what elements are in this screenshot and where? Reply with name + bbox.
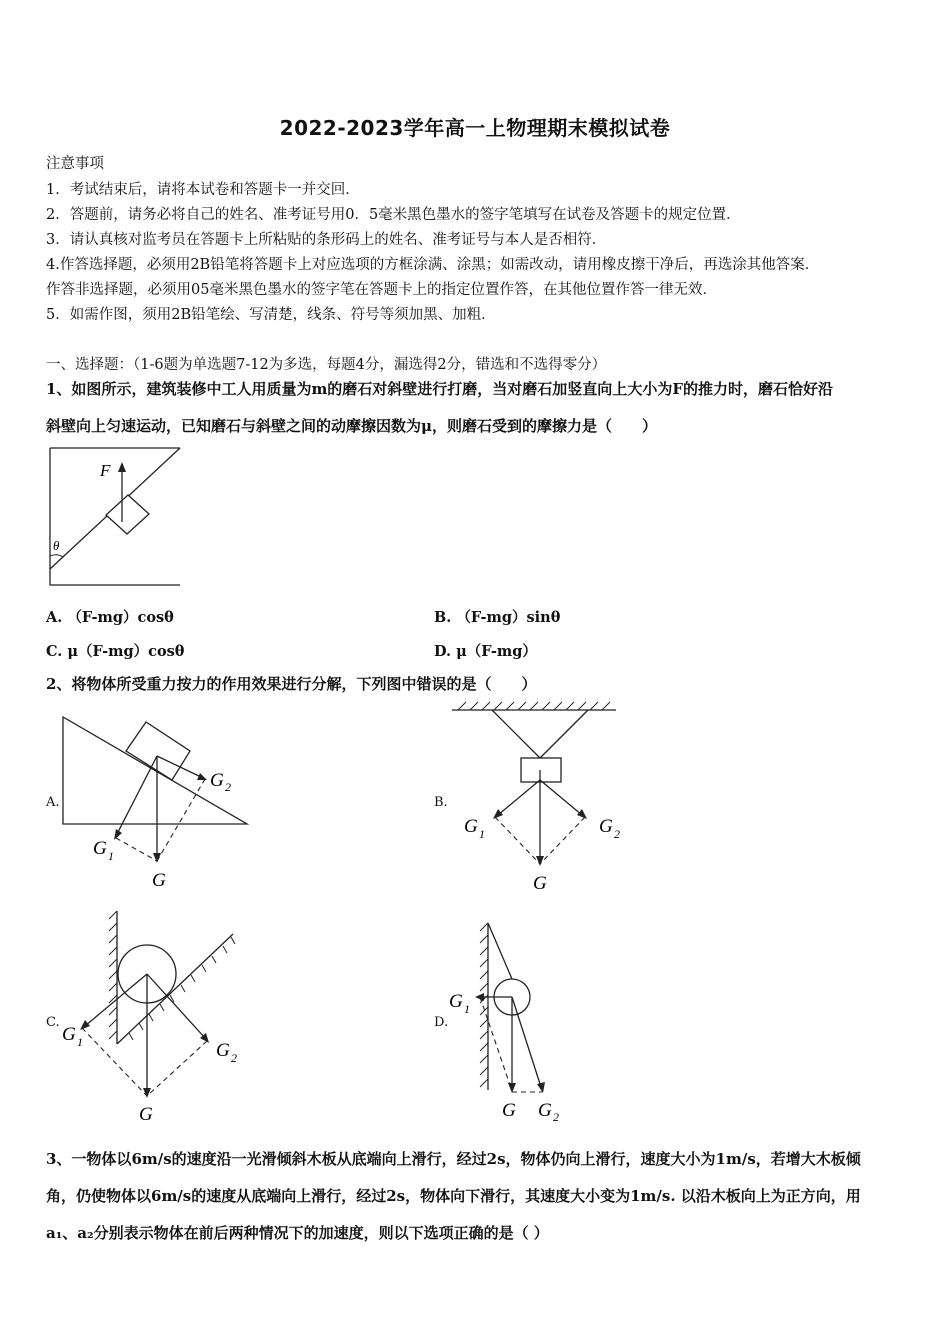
page-title: 2022-2023学年高一上物理期末模拟试卷 [279, 116, 671, 140]
q2-stem: 2、将物体所受重力按力的作用效果进行分解，下列图中错误的是（ ） [46, 675, 537, 693]
force-label: F [100, 461, 111, 480]
q2-figure-a [60, 714, 260, 894]
section-heading: 一、选择题：（1-6题为单选题7-12为多选，每题4分，漏选得2分，错选和不选得零分） [46, 357, 607, 373]
svg-text:G: G [502, 1100, 516, 1121]
q2-option-d-label[interactable]: D. [434, 1015, 449, 1030]
q1-option-c[interactable]: C. μ（F-mg）cosθ [46, 643, 185, 660]
q1-incline-figure [46, 446, 186, 591]
svg-text:2: 2 [553, 1110, 559, 1124]
notice-item: 5．如需作图，须用2B铅笔绘、写清楚，线条、符号等须加黑、加粗． [46, 307, 496, 323]
notice-item: 4.作答选择题，必须用2B铅笔将答题卡上对应选项的方框涂满、涂黑；如需改动，请用橡皮擦干净后，再选涂其他答案． [46, 257, 820, 273]
q2-figure-d [446, 915, 586, 1125]
q2-figure-b [450, 700, 630, 895]
svg-text:G: G [210, 770, 224, 791]
svg-text:G: G [216, 1040, 230, 1061]
q2-figure-c [58, 906, 258, 1126]
svg-text:G: G [533, 873, 547, 894]
q2-option-b-label[interactable]: B. [434, 795, 448, 810]
q1-stem-line2: 斜壁向上匀速运动，已知磨石与斜壁之间的动摩擦因数为μ，则磨石受到的摩擦力是（ ） [46, 417, 657, 435]
svg-text:2: 2 [231, 1051, 237, 1065]
svg-text:G: G [93, 838, 107, 859]
notice-item: 2．答题前，请务必将自己的姓名、准考证号用0．5毫米黑色墨水的签字笔填写在试卷及答题卡的规定位置． [46, 207, 741, 223]
svg-text:G: G [449, 991, 463, 1012]
q1-option-b[interactable]: B. （F-mg）sinθ [434, 609, 561, 626]
q1-option-d[interactable]: D. μ（F-mg） [434, 643, 537, 660]
svg-text:1: 1 [108, 849, 114, 863]
notice-item: 3．请认真核对监考员在答题卡上所粘贴的条形码上的姓名、准考证号与本人是否相符． [46, 232, 607, 248]
q1-option-a[interactable]: A. （F-mg）cosθ [46, 609, 174, 626]
svg-text:G: G [464, 816, 478, 837]
svg-text:1: 1 [479, 827, 485, 841]
svg-text:G: G [152, 870, 166, 891]
notice-item: 作答非选择题，必须用05毫米黑色墨水的签字笔在答题卡上的指定位置作答，在其他位置作答一律无效． [46, 282, 717, 298]
q3-stem-line1: 3、一物体以6m/s的速度沿一光滑倾斜木板从底端向上滑行，经过2s，物体仍向上滑行，速度大小为1m/s，若增大木板倾 [46, 1150, 861, 1168]
svg-text:G: G [599, 816, 613, 837]
notice-heading: 注意事项 [46, 156, 104, 172]
q2-option-a-label[interactable]: A. [46, 795, 60, 810]
notice-item: 1．考试结束后，请将本试卷和答题卡一并交回． [46, 182, 360, 198]
q2-option-c-label[interactable]: C. [46, 1015, 60, 1030]
svg-text:2: 2 [225, 780, 231, 794]
angle-label: θ [53, 538, 60, 553]
q3-stem-line3: a₁、a₂分别表示物体在前后两种情况下的加速度，则以下选项正确的是（ ） [46, 1224, 549, 1242]
svg-text:2: 2 [614, 827, 620, 841]
svg-text:G: G [139, 1104, 153, 1125]
q1-stem-line1: 1、如图所示，建筑装修中工人用质量为m的磨石对斜壁进行打磨，当对磨石加竖直向上大小为F的推力时，磨石恰好沿 [46, 380, 833, 398]
q3-stem-line2: 角，仍使物体以6m/s的速度从底端向上滑行，经过2s，物体向下滑行，其速度大小变为1m/s. 以沿木板向上为正方向，用 [46, 1187, 861, 1205]
svg-text:G: G [62, 1024, 76, 1045]
svg-text:G: G [538, 1100, 552, 1121]
svg-text:1: 1 [77, 1035, 83, 1049]
svg-text:1: 1 [464, 1002, 470, 1016]
